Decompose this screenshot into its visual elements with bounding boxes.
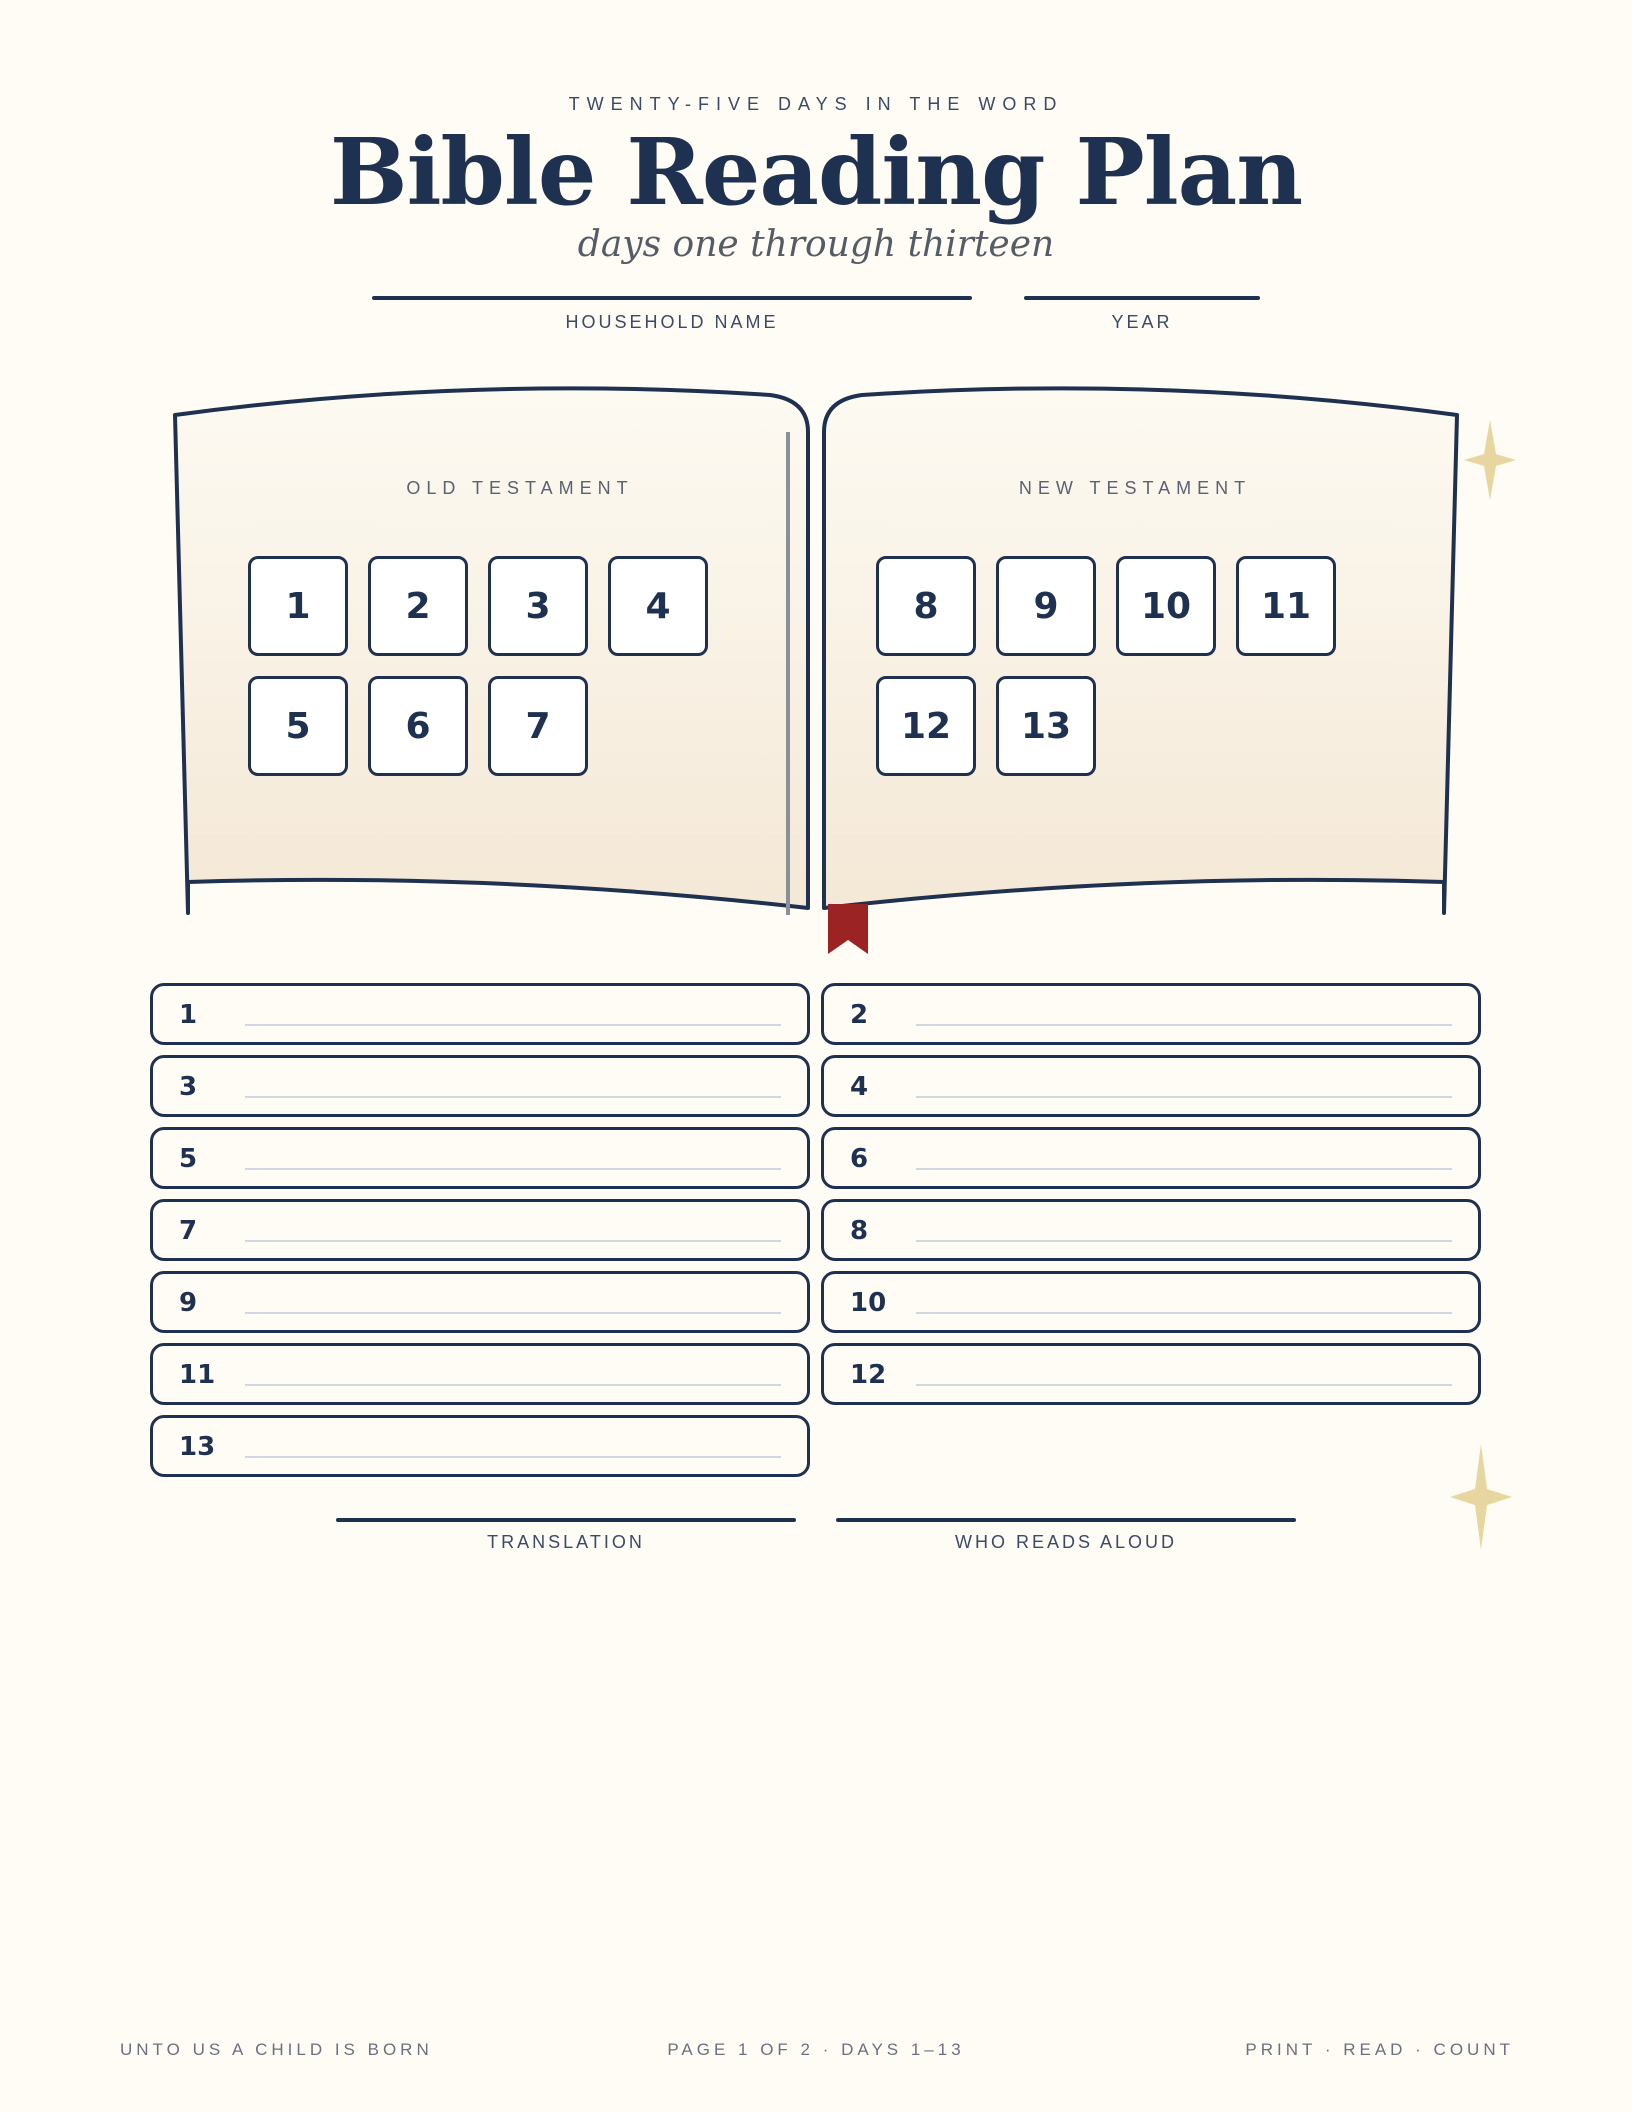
entry-number: 1 — [179, 1000, 198, 1030]
reading-entry[interactable] — [150, 1199, 810, 1261]
entry-number: 3 — [179, 1072, 198, 1102]
reading-entry[interactable] — [821, 1343, 1481, 1405]
reading-entry[interactable] — [821, 1055, 1481, 1117]
day-box[interactable]: 10 — [1116, 556, 1216, 656]
reader-label: WHO READS ALOUD — [954, 1532, 1178, 1552]
entry-number: 11 — [179, 1360, 216, 1390]
footer-left: UNTO US A CHILD IS BORN — [120, 2040, 433, 2059]
day-box[interactable]: 8 — [876, 556, 976, 656]
entry-write-line[interactable] — [245, 1168, 781, 1170]
entry-write-line[interactable] — [916, 1384, 1452, 1386]
reader-line[interactable] — [836, 1518, 1296, 1522]
entry-write-line[interactable] — [245, 1456, 781, 1458]
household-name-label: HOUSEHOLD NAME — [565, 312, 779, 332]
day-box[interactable]: 4 — [608, 556, 708, 656]
entry-number: 6 — [850, 1144, 869, 1174]
year-label: YEAR — [1111, 312, 1173, 332]
day-box[interactable]: 11 — [1236, 556, 1336, 656]
entry-number: 2 — [850, 1000, 869, 1030]
entry-write-line[interactable] — [916, 1240, 1452, 1242]
reading-entry[interactable] — [821, 1127, 1481, 1189]
day-box[interactable]: 2 — [368, 556, 468, 656]
entry-number: 7 — [179, 1216, 198, 1246]
reading-entry[interactable] — [150, 1271, 810, 1333]
day-box[interactable]: 1 — [248, 556, 348, 656]
reading-entry[interactable] — [821, 1199, 1481, 1261]
day-box[interactable]: 13 — [996, 676, 1096, 776]
footer-right: PRINT · READ · COUNT — [1245, 2040, 1514, 2059]
day-box[interactable]: 5 — [248, 676, 348, 776]
entry-write-line[interactable] — [916, 1312, 1452, 1314]
entry-number: 13 — [179, 1432, 216, 1462]
entry-number: 12 — [850, 1360, 887, 1390]
reading-entry[interactable] — [150, 1343, 810, 1405]
entry-write-line[interactable] — [245, 1024, 781, 1026]
page-title: Bible Reading Plan — [329, 118, 1303, 226]
reading-entry[interactable] — [821, 983, 1481, 1045]
entry-write-line[interactable] — [245, 1096, 781, 1098]
ribbon-bookmark — [828, 904, 868, 954]
entry-write-line[interactable] — [916, 1024, 1452, 1026]
eyebrow-text: TWENTY-FIVE DAYS IN THE WORD — [568, 94, 1064, 114]
open-book-illustration — [0, 380, 1632, 960]
entry-write-line[interactable] — [245, 1384, 781, 1386]
reading-entry[interactable] — [150, 1127, 810, 1189]
day-box[interactable]: 12 — [876, 676, 976, 776]
entry-number: 10 — [850, 1288, 887, 1318]
sparkle-icon — [1464, 420, 1516, 500]
entry-write-line[interactable] — [245, 1240, 781, 1242]
year-line[interactable] — [1024, 296, 1260, 300]
sparkle-icon — [1446, 1442, 1516, 1552]
entry-number: 9 — [179, 1288, 198, 1318]
entry-number: 4 — [850, 1072, 869, 1102]
entry-write-line[interactable] — [916, 1096, 1452, 1098]
day-box[interactable]: 3 — [488, 556, 588, 656]
entry-number: 5 — [179, 1144, 198, 1174]
day-box[interactable]: 9 — [996, 556, 1096, 656]
day-box[interactable]: 6 — [368, 676, 468, 776]
translation-line[interactable] — [336, 1518, 796, 1522]
new-testament-label: NEW TESTAMENT — [1018, 478, 1252, 498]
entry-write-line[interactable] — [916, 1168, 1452, 1170]
reading-entry[interactable] — [150, 983, 810, 1045]
entry-number: 8 — [850, 1216, 869, 1246]
reading-entry[interactable] — [150, 1415, 810, 1477]
household-name-line[interactable] — [372, 296, 972, 300]
page-subtitle: days one through thirteen — [577, 224, 1055, 265]
old-testament-label: OLD TESTAMENT — [406, 478, 634, 498]
footer-center: PAGE 1 OF 2 · DAYS 1–13 — [667, 2040, 965, 2059]
day-box[interactable]: 7 — [488, 676, 588, 776]
reading-entry[interactable] — [150, 1055, 810, 1117]
reading-entry[interactable] — [821, 1271, 1481, 1333]
translation-label: TRANSLATION — [487, 1532, 645, 1552]
entry-write-line[interactable] — [245, 1312, 781, 1314]
